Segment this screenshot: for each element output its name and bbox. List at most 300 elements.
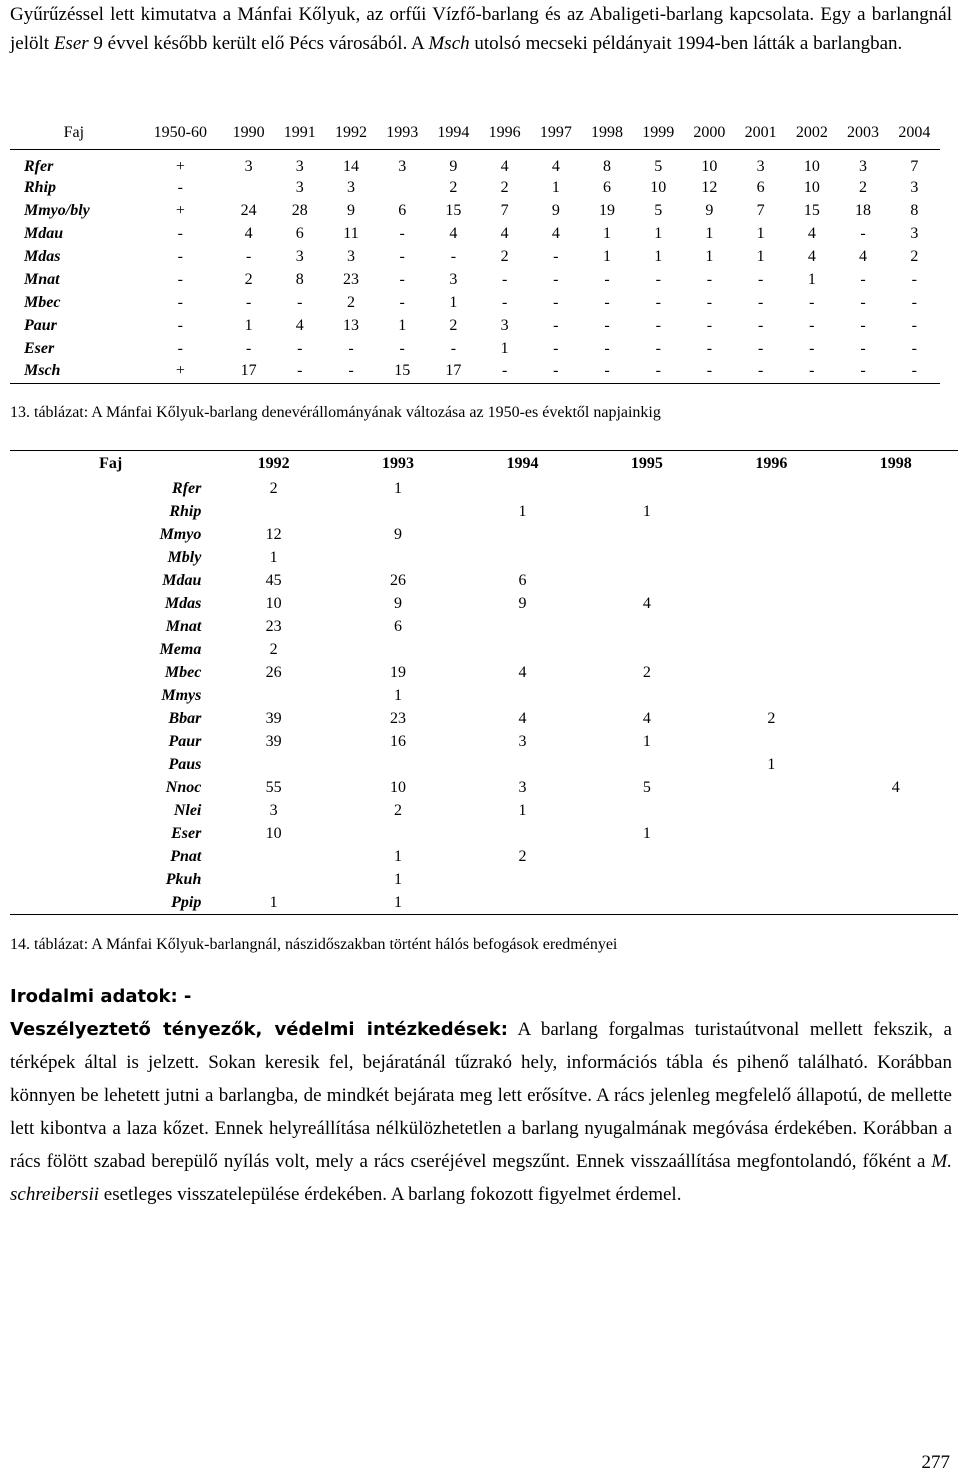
table-13-value-cell: 4 [244, 224, 253, 242]
table-13-value-cell: - [706, 270, 713, 288]
intro-text: Gyűrűzéssel lett kimutatva a Mánfai Kőlyuk, az orfűi Vízfő-barlang és az Abaligeti-barlang kapcsolata. Egy a barlangnál jelölt [10, 4, 952, 54]
table-14-value-cell [585, 615, 709, 638]
table-13-col-header: 1993 [386, 124, 419, 141]
table-13-value-cell: - [553, 247, 559, 265]
table-13-value-cell: 3 [859, 158, 868, 175]
table-13-value-cell: 1 [603, 224, 612, 242]
table-14-row [10, 776, 958, 799]
table-13-value-cell: 1 [654, 247, 663, 265]
table-14-value-cell [834, 500, 958, 523]
table-13-value-cell: - [450, 339, 457, 357]
table-13-value-cell: 1 [756, 224, 765, 242]
table-13-value-cell: 13 [343, 316, 359, 334]
table-13-value-cell: 2 [500, 247, 509, 265]
table-14-row [10, 661, 958, 684]
table-14-value-cell [709, 730, 833, 753]
table-14-row [10, 684, 958, 707]
table-13-value-cell: 6 [603, 178, 612, 196]
table-14-value-cell [460, 615, 584, 638]
table-13-value-cell: - [297, 293, 303, 311]
table-13-species-cell: Mmyo/bly [24, 201, 90, 219]
table-13-col-header: 2003 [847, 124, 880, 141]
table-13-col-header: 1999 [642, 124, 675, 141]
table-13-species-cell: Mbec [24, 293, 61, 311]
table-14-value-cell: 39 [265, 732, 282, 750]
table-14-value-cell [834, 546, 958, 569]
table-13-value-cell: - [911, 362, 917, 380]
table-13-col-header: 1992 [335, 124, 367, 141]
table-14-value-cell: 2 [269, 479, 278, 497]
table-13-value-cell: - [860, 293, 866, 311]
table-13-value-cell: 1 [603, 247, 612, 265]
table-13-value-cell: 1 [705, 247, 714, 265]
intro-species-eser: Eser [53, 33, 89, 54]
table-14-value-cell [709, 845, 833, 868]
table-13-value-cell: 2 [449, 178, 458, 196]
table-13-value-cell: 15 [803, 201, 820, 219]
table-13-value-cell: 19 [599, 201, 616, 219]
table-13-value-cell: 4 [859, 247, 868, 265]
table-14-species-cell: Mdau [162, 571, 202, 589]
table-13-value-cell: - [177, 224, 183, 242]
threats-text: A barlang forgalmas turistaútvonal mellett fekszik, a térképek által is jelzett. Sokan keresik fel, bejáratánál tűzrakó hely, információs tábla és pihenő található. Korábban könnyen be lehetett jutni a barlangba, de mindkét bejárata meg lett erősítve. A rács jelenleg megfelelő állapotú, de mellette lett kibontva a laza kőzet. Ennek helyreállítása nélkülözhetetlen a barlang nyugalmának megóvása érdekében. Korábban a rács fölött szabad berepülő nyílás volt, mely a rács cseréjével megszűnt. Ennek visszaállítása megfontolandó, főként a [10, 1019, 952, 1172]
table-13-value-cell: - [348, 362, 354, 380]
table-13-row [10, 268, 940, 291]
table-14-value-cell [585, 684, 709, 707]
table-13-caption: 13. táblázat: A Mánfai Kőlyuk-barlang denevérállományának változása az 1950-es évektől napjainkig [10, 404, 661, 421]
table-14-value-cell: 23 [390, 709, 407, 727]
table-13-col-header: 2000 [693, 124, 726, 141]
table-13-value-cell: - [245, 293, 252, 311]
table-14-value-cell: 4 [891, 778, 900, 796]
table-13-value-cell: 1 [654, 224, 663, 242]
table-14-species-cell: Rhip [169, 502, 202, 520]
table-13-value-cell: 2 [449, 316, 458, 334]
table-14-col-header: 1994 [506, 455, 539, 472]
threats-section [10, 1013, 952, 1211]
table-13-value-cell: 5 [654, 201, 663, 219]
table-14-value-cell: 6 [394, 617, 403, 635]
table-13-value-cell: - [809, 362, 815, 380]
table-13-species-cell: Eser [24, 339, 55, 357]
table-14-body [10, 477, 958, 915]
table-14-value-cell [585, 891, 709, 915]
table-13-value-cell: 5 [654, 158, 663, 175]
table-13-value-cell: - [553, 339, 559, 357]
table-13-col-header: 1998 [591, 124, 624, 141]
table-13-value-cell: 12 [701, 178, 718, 196]
table-14-value-cell [709, 822, 833, 845]
table-13-value-cell: 17 [445, 362, 462, 380]
table-14-col-header: 1993 [382, 455, 415, 472]
table-14-value-cell [211, 500, 335, 523]
table-13-value-cell: 4 [807, 224, 816, 242]
table-14-species-cell: Nlei [173, 801, 202, 819]
table-14-row [10, 523, 958, 546]
table-13-value-cell: - [604, 270, 610, 288]
table-14-value-cell [460, 684, 584, 707]
table-14-value-cell: 6 [518, 571, 527, 589]
table-13-value-cell: 1 [807, 270, 816, 288]
table-13-value-cell: + [175, 158, 185, 175]
table-13-value-cell: 15 [394, 362, 411, 380]
table-13-species-cell: Msch [24, 362, 61, 380]
table-13-value-cell: - [809, 316, 815, 334]
table-14-caption: 14. táblázat: A Mánfai Kőlyuk-barlangnál, nászidőszakban történt hálós befogások eredményei [10, 936, 618, 953]
table-13-value-cell: - [655, 293, 661, 311]
table-14-row [10, 822, 958, 845]
table-14-col-header: 1996 [755, 455, 788, 472]
table-14-value-cell: 1 [394, 893, 403, 911]
table-13-value-cell: - [297, 362, 303, 380]
table-14-value-cell: 1 [394, 686, 403, 704]
table-14-row [10, 592, 958, 615]
table-14-value-cell [585, 569, 709, 592]
table-14-row [10, 707, 958, 730]
table-14-value-cell: 1 [269, 893, 278, 911]
table-14-value-cell [834, 592, 958, 615]
table-14-value-cell [709, 776, 833, 799]
table-13-value-cell: 10 [803, 178, 820, 196]
table-13-value-cell: 4 [551, 158, 560, 175]
table-14-value-cell [585, 477, 709, 500]
table-14-value-cell [336, 822, 460, 845]
table-13-value-cell: 7 [756, 201, 765, 219]
table-14-value-cell [834, 822, 958, 845]
table-14-row [10, 799, 958, 822]
table-13-value-cell: 7 [910, 158, 919, 175]
table-13-row [10, 314, 940, 337]
table-13-value-cell: - [604, 293, 610, 311]
table-13-value-cell: 10 [650, 178, 667, 196]
intro-text: 9 évvel később került elő Pécs városából. A [88, 33, 429, 54]
table-13-value-cell: - [604, 339, 610, 357]
table-14-species-cell: Mnat [165, 617, 202, 635]
table-14-value-cell: 2 [642, 663, 651, 681]
table-14-value-cell [709, 684, 833, 707]
table-14-value-cell [460, 638, 584, 661]
table-14-row [10, 891, 958, 915]
table-13-value-cell: - [706, 293, 713, 311]
table-13-species-cell: Paur [24, 316, 57, 334]
table-14-species-cell: Nnoc [165, 778, 202, 796]
table-14-value-cell [336, 546, 460, 569]
table-14-value-cell [834, 684, 958, 707]
table-13-value-cell: - [501, 362, 508, 380]
table-13-value-cell: 4 [449, 224, 458, 242]
table-14-value-cell: 45 [265, 571, 282, 589]
table-14-header-row [10, 451, 958, 478]
table-13-value-cell: 10 [803, 158, 820, 175]
table-14-species-cell: Mbly [167, 548, 202, 566]
table-13-value-cell: - [501, 270, 508, 288]
table-14-value-cell [709, 500, 833, 523]
table-14-value-cell: 10 [265, 824, 282, 842]
literature-heading: Irodalmi adatok: - [10, 986, 192, 1007]
table-13-col-header: 1990 [232, 124, 265, 141]
table-14-col-header: Faj [99, 455, 123, 472]
table-13-value-cell: 4 [551, 224, 560, 242]
table-14-species-cell: Ppip [171, 893, 202, 911]
table-14-value-cell [460, 753, 584, 776]
table-13-value-cell: 3 [398, 158, 407, 175]
table-14-species-cell: Eser [171, 824, 202, 842]
table-14-value-cell [709, 799, 833, 822]
table-13-value-cell: - [297, 339, 303, 357]
table-14-row [10, 546, 958, 569]
table-13-value-cell: 11 [343, 224, 359, 242]
table-13-value-cell: 10 [701, 158, 718, 175]
table-13-value-cell: - [655, 362, 661, 380]
table-14-value-cell [460, 477, 584, 500]
table-14-value-cell: 1 [394, 479, 403, 497]
table-13-value-cell: 2 [500, 178, 509, 196]
table-14-value-cell [709, 477, 833, 500]
threats-heading: Veszélyeztető tényezők, védelmi intézkedések: [10, 1019, 508, 1040]
table-13-value-cell: 4 [295, 316, 304, 334]
table-13-value-cell: - [655, 270, 661, 288]
table-13-value-cell: - [399, 339, 405, 357]
table-14-value-cell: 4 [518, 663, 527, 681]
table-13-value-cell: - [553, 362, 559, 380]
table-14-value-cell [585, 523, 709, 546]
table-14-value-cell [460, 868, 584, 891]
table-13-value-cell: + [175, 362, 185, 380]
table-13-col-header: 1994 [437, 124, 470, 141]
table-14-value-cell [585, 799, 709, 822]
table-13-value-cell: - [860, 224, 866, 242]
table-14-value-cell: 2 [767, 709, 776, 727]
table-14-value-cell [460, 891, 584, 915]
table-14-value-cell [336, 500, 460, 523]
table-14-species-cell: Paus [168, 755, 202, 773]
threats-text-end: esetleges visszatelepülése érdekében. A barlang fokozott figyelmet érdemel. [99, 1184, 682, 1205]
table-14-value-cell [585, 638, 709, 661]
table-14-value-cell [585, 868, 709, 891]
table-13-row [10, 245, 940, 268]
table-14-value-cell [709, 523, 833, 546]
intro-text: utolsó mecseki példányait 1994-ben látták a barlangban. [469, 33, 903, 54]
table-14-col-header: 1992 [257, 455, 290, 472]
table-13-value-cell: - [177, 339, 183, 357]
table-14-value-cell [834, 753, 958, 776]
table-13-value-cell: 15 [445, 201, 462, 219]
table-14-value-cell: 55 [265, 778, 282, 796]
table-13-value-cell: - [757, 316, 764, 334]
table-14-value-cell: 1 [642, 732, 651, 750]
table-13-row [10, 176, 940, 199]
table-13-value-cell: 9 [449, 158, 458, 175]
table-14-value-cell [709, 868, 833, 891]
table-13-value-cell: 3 [295, 158, 304, 175]
table-13-value-cell: - [757, 270, 764, 288]
table-13-col-header: 1997 [539, 124, 572, 141]
table-13-value-cell: - [245, 339, 252, 357]
table-13-species-cell: Rfer [24, 158, 54, 175]
table-13-value-cell: - [911, 339, 917, 357]
table-13-col-header: 1996 [488, 124, 521, 141]
table-13-value-cell: 3 [756, 158, 765, 175]
table-13-value-cell: 18 [855, 201, 872, 219]
table-13-value-cell: 3 [449, 270, 458, 288]
table-13-value-cell: - [809, 339, 815, 357]
table-14-col-header: 1995 [630, 455, 663, 472]
table-13-value-cell: - [911, 270, 917, 288]
table-14-value-cell: 3 [269, 801, 278, 819]
table-13-value-cell: - [177, 178, 183, 196]
table-14-value-cell [834, 707, 958, 730]
table-13-value-cell: 9 [347, 201, 355, 219]
table-13-value-cell: 2 [347, 293, 355, 311]
table-14-species-cell: Pkuh [165, 870, 202, 888]
table-14-value-cell [834, 615, 958, 638]
table-14-row [10, 868, 958, 891]
threats-species: M. schreibersii [10, 1151, 952, 1205]
table-13-row [10, 199, 940, 222]
table-14-value-cell [834, 523, 958, 546]
table-13-value-cell: 1 [756, 247, 765, 265]
table-13-value-cell: - [177, 270, 183, 288]
table-14-value-cell: 10 [390, 778, 407, 796]
table-14-value-cell [211, 753, 335, 776]
table-13-value-cell: - [860, 362, 866, 380]
table-13-row [10, 291, 940, 314]
table-13-value-cell: 3 [910, 224, 919, 242]
table-14-value-cell: 1 [518, 502, 527, 520]
table-14-value-cell: 4 [642, 709, 651, 727]
table-13-row [10, 360, 940, 383]
table-14-value-cell [211, 868, 335, 891]
table-13-value-cell: 2 [859, 178, 868, 196]
table-14-value-cell: 1 [767, 755, 776, 773]
table-13-col-header: 1991 [283, 124, 316, 141]
table-13-col-header: 2004 [898, 124, 931, 141]
table-13-value-cell: 3 [500, 316, 509, 334]
table-13-value-cell: - [757, 339, 764, 357]
table-14-value-cell [834, 569, 958, 592]
table-13-value-cell: 1 [244, 316, 253, 334]
table-13-value-cell: - [655, 339, 661, 357]
table-13-value-cell: - [706, 316, 713, 334]
table-13-value-cell: 8 [295, 270, 304, 288]
table-13-value-cell: 3 [244, 158, 253, 175]
table-13-value-cell: 1 [500, 339, 509, 357]
table-14-value-cell [460, 523, 584, 546]
table-14-value-cell: 12 [265, 525, 282, 543]
table-13-value-cell: 1 [551, 178, 560, 196]
table-13-value-cell: - [604, 362, 610, 380]
table-14-value-cell: 3 [518, 778, 527, 796]
table-14-value-cell: 2 [269, 640, 278, 658]
page-number: 277 [921, 1452, 950, 1473]
table-14-species-cell: Rfer [172, 479, 202, 497]
table-14-value-cell [709, 891, 833, 915]
table-14-value-cell [709, 661, 833, 684]
table-13-value-cell: 9 [551, 201, 560, 219]
table-14-value-cell [336, 638, 460, 661]
table-14-row [10, 477, 958, 500]
table-14-value-cell [709, 615, 833, 638]
table-14-value-cell [709, 638, 833, 661]
table-13-value-cell: 3 [295, 178, 304, 196]
table-14-row [10, 615, 958, 638]
table-14-value-cell: 9 [518, 594, 527, 612]
intro-species-msch: Msch [428, 33, 470, 54]
table-13-row [10, 150, 940, 177]
table-13-value-cell: - [706, 339, 713, 357]
table-14-value-cell [585, 845, 709, 868]
table-14-value-cell [834, 730, 958, 753]
table-14-value-cell: 1 [394, 847, 403, 865]
table-14-value-cell [709, 569, 833, 592]
table-14-value-cell: 1 [394, 870, 403, 888]
table-13-value-cell: 6 [756, 178, 765, 196]
table-14-species-cell: Mbec [164, 663, 202, 681]
table-14-value-cell [834, 799, 958, 822]
table-14-species-cell: Mmyo [159, 525, 202, 543]
table-14-value-cell [834, 891, 958, 915]
table-14-value-cell: 26 [390, 571, 407, 589]
table-14-value-cell [460, 546, 584, 569]
table-14-value-cell: 2 [394, 801, 403, 819]
table-14-value-cell: 1 [642, 824, 651, 842]
table-13-col-header: 1950-60 [153, 124, 207, 141]
table-13-value-cell: - [860, 316, 866, 334]
table-13-species-cell: Rhip [24, 178, 57, 196]
table-13-value-cell: - [809, 293, 815, 311]
table-14-value-cell [834, 661, 958, 684]
table-13-value-cell: - [757, 362, 764, 380]
table-13-value-cell: 3 [910, 178, 919, 196]
table-13-value-cell: 1 [705, 224, 714, 242]
table-14-value-cell [709, 546, 833, 569]
table-13-value-cell: 24 [240, 201, 257, 219]
table-14-value-cell [834, 638, 958, 661]
table-13-body [10, 150, 940, 384]
table-13-value-cell: 28 [291, 201, 308, 219]
table-13-col-header: 2001 [744, 124, 777, 141]
table-13-value-cell: 6 [295, 224, 304, 242]
table-13-value-cell: - [245, 247, 252, 265]
table-14-species-cell: Pnat [170, 847, 202, 865]
table-13-value-cell: - [450, 247, 457, 265]
table-14-row [10, 569, 958, 592]
table-14-value-cell: 26 [265, 663, 282, 681]
table-13-col-header: Faj [63, 124, 85, 141]
table-13-value-cell [377, 176, 428, 199]
table-13-species-cell: Mnat [24, 270, 60, 288]
table-13-value-cell: 6 [398, 201, 407, 219]
table-13-value-cell: - [911, 316, 917, 334]
table-14-row [10, 638, 958, 661]
table-14-value-cell: 9 [394, 594, 403, 612]
table-14-row [10, 753, 958, 776]
table-13-value-cell: - [399, 270, 405, 288]
intro-paragraph [10, 0, 952, 58]
table-14-value-cell [211, 845, 335, 868]
table-13-value-cell [223, 176, 274, 199]
table-14-value-cell [336, 753, 460, 776]
table-13-value-cell: 9 [705, 201, 714, 219]
table-13-value-cell: - [501, 293, 508, 311]
table-14-value-cell [585, 546, 709, 569]
table-13-value-cell: 8 [603, 158, 612, 175]
table-13-value-cell: - [655, 316, 661, 334]
table-14-species-cell: Mmys [161, 686, 202, 704]
table-13-value-cell: 7 [500, 201, 509, 219]
table-13-value-cell: - [553, 316, 559, 334]
table-13-value-cell: - [604, 316, 610, 334]
